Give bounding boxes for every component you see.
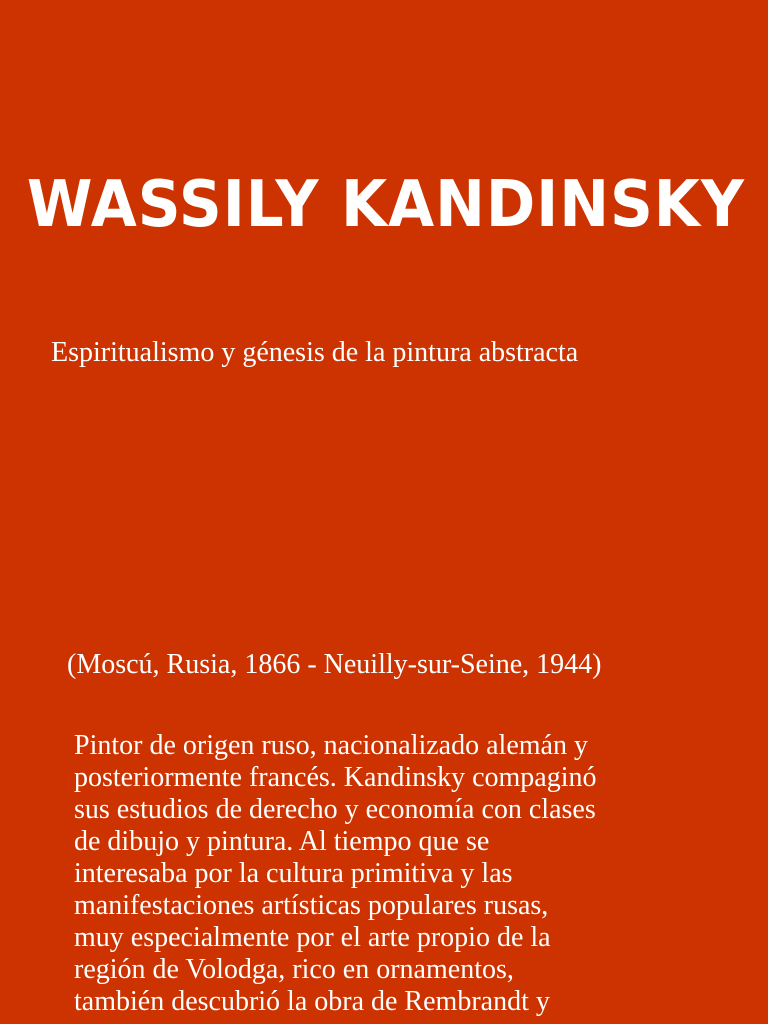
biography-line: también descubrió la obra de Rembrandt y [74,986,550,1017]
biography-line: manifestaciones artísticas populares rusas, [74,890,549,921]
biography-line: región de Volodga, rico en ornamentos, [74,954,514,985]
biography-line: de dibujo y pintura. Al tiempo que se [74,826,490,857]
biography-line: Pintor de origen ruso, nacionalizado alemán y [74,730,588,761]
biography-line: posteriormente francés. Kandinsky compaginó [74,762,597,793]
document-title: WASSILY KANDINSKY [26,168,745,242]
biography-line: muy especialmente por el arte propio de la [74,922,551,953]
birth-death-dates: (Moscú, Rusia, 1866 - Neuilly-sur-Seine, 1944) [67,649,602,680]
biography-paragraph [74,730,734,1018]
biography-line: interesaba por la cultura primitiva y las [74,858,513,889]
document-subtitle: Espiritualismo y génesis de la pintura abstracta [51,337,579,368]
biography-line: sus estudios de derecho y economía con clases [74,794,596,825]
